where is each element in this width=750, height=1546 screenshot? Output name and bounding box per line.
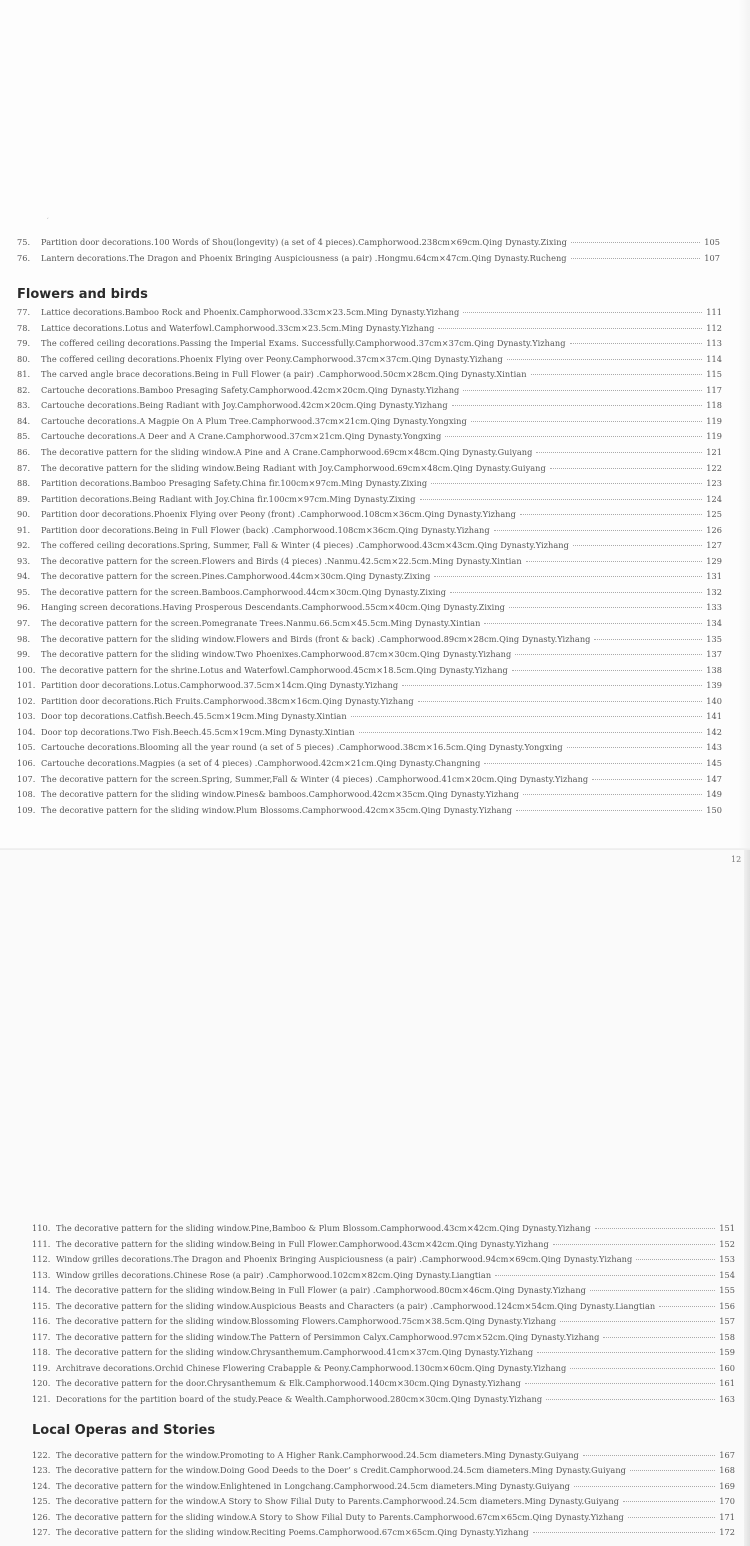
dot-leader [560,1321,715,1322]
entry-number: 81. [17,369,31,380]
entry-number: 120. [32,1378,51,1388]
entry-number: 107. [17,773,36,784]
entry-number: 119. [32,1362,51,1373]
entry-description: The decorative pattern for the sliding window.Being Radiant with Joy.Camphorwood.69cm×48cm.Qing Dynasty.Guiyang [41,462,546,473]
lower-page [0,850,750,1546]
entry-description: Lantern decorations.The Dragon and Phoenix Bringing Auspiciousness (a pair) .Hongmu.64cm×47cm.Qing Dynasty.Rucheng [41,252,567,263]
entry-description: The decorative pattern for the sliding window.Blossoming Flowers.Camphorwood.75cm×38.5cm.Qing Dynasty.Yizhang [56,1316,557,1326]
entry-page-number: 107 [704,252,720,263]
toc-entry [17,431,722,445]
entry-page-number: 143 [706,742,722,753]
entry-page-number: 159 [719,1347,735,1357]
entry-description: Cartouche decorations.A Deer and A Crane.Camphorwood.37cm×21cm.Qing Dynasty.Yongxing [41,431,442,442]
entry-description: Lattice decorations.Bamboo Rock and Phoenix.Camphorwood.33cm×23.5cm.Ming Dynasty.Yizhang [41,307,460,317]
toc-entry [17,463,722,477]
dot-leader [594,639,702,640]
section-title-flowers-and-birds: Flowers and birds [17,287,148,302]
dot-leader [590,1290,715,1291]
entry-number: 124. [32,1480,51,1491]
entry-description: Cartouche decorations.A Magpie On A Plum Tree.Camphorwood.37cm×21cm.Qing Dynasty.Yongxing [41,415,467,426]
entry-number: 111. [32,1238,51,1249]
dot-leader [636,1259,715,1260]
entry-number: 91. [17,524,31,535]
toc-entry [17,742,722,756]
dot-leader [546,1399,715,1400]
entry-page-number: 139 [706,680,722,691]
entry-description: The decorative pattern for the sliding window.Auspicious Beasts and Characters (a pair) .Camphorwood.124cm×54cm.Qing Dynasty.Liangtian [56,1300,656,1311]
toc-entry [17,680,722,694]
toc-entry [17,727,722,741]
entry-number: 84. [17,415,31,426]
entry-description: Window grilles decorations.Chinese Rose (a pair) .Camphorwood.102cm×82cm.Qing Dynasty.Liangtian [56,1269,492,1280]
toc-entry [17,571,722,585]
dot-leader [434,576,702,577]
entry-number: 103. [17,711,36,722]
dot-leader [509,607,702,608]
entry-number: 94. [17,571,31,582]
entry-page-number: 127 [706,540,722,551]
entry-number: 123. [32,1465,51,1476]
dot-leader [567,747,703,748]
entry-page-number: 157 [719,1316,735,1326]
toc-entry [17,237,720,251]
toc-entry [17,665,722,679]
entry-page-number: 163 [719,1393,735,1404]
dot-leader [570,1368,715,1369]
dot-leader [463,390,702,391]
toc-entry [17,649,722,663]
dot-leader [402,685,702,686]
toc-entry [17,385,722,399]
entry-description: The decorative pattern for the window.Enlightened in Longchang.Camphorwood.24.5cm diameters.Ming Dynasty.Guiyang [56,1480,570,1491]
entry-number: 97. [17,618,31,628]
entry-page-number: 117 [706,384,722,395]
toc-entry [17,478,722,492]
entry-page-number: 121 [706,446,722,457]
page-edge-shade [738,0,750,850]
section-title-local-operas-and-stories: Local Operas and Stories [32,1423,216,1438]
entry-description: Architrave decorations.Orchid Chinese Flowering Crabapple & Peony.Camphorwood.130cm×60cm.Qing Dynasty.Yizhang [56,1362,567,1373]
dot-leader [571,242,700,243]
entry-number: 116. [32,1316,51,1326]
dot-leader [438,328,702,329]
dot-leader [520,514,702,515]
toc-entry [17,587,722,601]
entry-page-number: 135 [706,633,722,644]
dot-leader [431,483,702,484]
dot-leader [659,1306,715,1307]
entry-page-number: 132 [706,586,722,597]
entry-page-number: 119 [706,415,722,426]
entry-number: 92. [17,540,31,551]
entry-page-number: 152 [719,1238,735,1249]
dot-leader [628,1517,715,1518]
toc-entry [17,618,722,632]
entry-description: The decorative pattern for the window.Doing Good Deeds to the Doer’ s Credit.Camphorwood.24.5cm diameters.Ming Dynasty.Guiyang [56,1465,626,1476]
toc-entry [17,369,722,383]
toc-entry [32,1347,735,1361]
entry-description: The decorative pattern for the screen.Spring, Summer,Fall & Winter (4 pieces) .Camphorwood.41cm×20cm.Qing Dynasty.Yizhang [41,773,589,784]
entry-number: 79. [17,338,31,349]
toc-entry [32,1363,735,1377]
toc-entry [17,416,722,430]
entry-description: The decorative pattern for the sliding window.A Pine and A Crane.Camphorwood.69cm×48cm.Qing Dynasty.Guiyang [41,446,533,457]
entry-page-number: 149 [706,789,722,800]
toc-entry [32,1512,735,1526]
entry-description: The decorative pattern for the sliding window.Pine,Bamboo & Plum Blossom.Camphorwood.43cm×42cm.Qing Dynasty.Yizhang [56,1223,591,1233]
entry-page-number: 131 [706,571,722,582]
toc-entry [32,1450,735,1464]
dot-leader [516,810,702,811]
entry-page-number: 119 [706,431,722,442]
entry-number: 101. [17,680,36,691]
entry-page-number: 140 [706,695,722,706]
entry-page-number: 171 [719,1511,735,1522]
entry-page-number: 111 [706,307,722,317]
dot-leader [495,1275,715,1276]
entry-number: 121. [32,1393,51,1404]
dot-leader [351,716,703,717]
toc-entry [32,1481,735,1495]
toc-entry [17,400,722,414]
toc-entry [32,1301,735,1315]
entry-page-number: 115 [706,369,722,380]
toc-entry [32,1223,735,1237]
toc-entry [32,1527,735,1541]
entry-number: 96. [17,602,31,613]
dot-leader [515,654,702,655]
entry-number: 115. [32,1300,51,1311]
entry-page-number: 150 [706,804,722,815]
toc-entry [17,774,722,788]
entry-description: Cartouche decorations.Being Radiant with Joy.Camphorwood.42cm×20cm.Qing Dynasty.Yizhang [41,400,448,411]
entry-page-number: 156 [719,1300,735,1311]
toc-entry [17,805,722,819]
entry-page-number: 169 [719,1480,735,1491]
entry-description: Cartouche decorations.Bamboo Presaging Safety.Camphorwood.42cm×20cm.Qing Dynasty.Yizhang [41,384,460,395]
entry-page-number: 137 [706,649,722,660]
entry-description: Partition door decorations.Phoenix Flying over Peony (front) .Camphorwood.108cm×36cm.Qing Dynasty.Yizhang [41,509,516,520]
entry-number: 122. [32,1450,51,1460]
entry-number: 112. [32,1254,51,1264]
entry-page-number: 142 [706,726,722,737]
entry-page-number: 126 [706,524,722,535]
entry-page-number: 168 [719,1465,735,1476]
dot-leader [359,732,703,733]
dot-leader [512,670,702,671]
entry-description: The decorative pattern for the window.Promoting to A Higher Rank.Camphorwood.24.5cm diameters.Ming Dynasty.Guiyang [56,1450,579,1460]
entry-page-number: 155 [719,1285,735,1295]
page-spine-shade [744,850,750,1546]
entry-description: The decorative pattern for the sliding window.Being in Full Flower (a pair) .Camphorwood.80cm×46cm.Qing Dynasty.Yizhang [56,1285,586,1295]
entry-description: Lattice decorations.Lotus and Waterfowl.Camphorwood.33cm×23.5cm.Ming Dynasty.Yizhang [41,322,435,333]
entry-description: The carved angle brace decorations.Being in Full Flower (a pair) .Camphorwood.50cm×28cm.Qing Dynasty.Xintian [41,369,527,380]
entry-page-number: 172 [719,1527,735,1537]
entry-page-number: 134 [706,618,722,628]
toc-entry [17,789,722,803]
entry-number: 126. [32,1511,51,1522]
toc-entry [17,556,722,570]
entry-page-number: 161 [719,1378,735,1388]
toc-entry [32,1496,735,1510]
entry-number: 89. [17,493,31,504]
entry-page-number: 124 [706,493,722,504]
entry-page-number: 113 [706,338,722,349]
toc-entry [17,253,720,267]
dot-leader [571,258,701,259]
entry-description: Door top decorations.Catfish.Beech.45.5cm×19cm.Ming Dynasty.Xintian [41,711,347,722]
entry-description: Partition decorations.Bamboo Presaging Safety.China fir.100cm×97cm.Ming Dynasty.Zixing [41,478,428,489]
entry-number: 106. [17,757,36,768]
entry-description: Door top decorations.Two Fish.Beech.45.5cm×19cm.Ming Dynasty.Xintian [41,726,355,737]
dot-leader [484,623,702,624]
dot-leader [533,1532,716,1533]
entry-page-number: 147 [706,773,722,784]
entry-description: Partition door decorations.100 Words of Shou(longevity) (a set of 4 pieces).Camphorwood.238cm×69cm.Qing Dynasty.Zixing [41,237,567,247]
toc-entry [32,1285,735,1299]
entry-page-number: 112 [706,322,722,333]
dot-leader [450,592,702,593]
toc-entry [32,1270,735,1284]
entry-page-number: 138 [706,664,722,675]
entry-description: Partition decorations.Being Radiant with Joy.China fir.100cm×97cm.Ming Dynasty.Zixing [41,493,416,504]
entry-description: Partition door decorations.Being in Full Flower (back) .Camphorwood.108cm×36cm.Qing Dynasty.Yizhang [41,524,490,535]
toc-entry [32,1254,735,1268]
dot-leader [623,1501,715,1502]
entry-description: The decorative pattern for the door.Chrysanthemum & Elk.Camphorwood.140cm×30cm.Qing Dynasty.Yizhang [56,1378,521,1388]
dot-leader [553,1244,715,1245]
entry-page-number: 129 [706,555,722,566]
entry-page-number: 154 [719,1269,735,1280]
entry-page-number: 141 [706,711,722,722]
entry-number: 75. [17,237,31,247]
entry-number: 95. [17,586,31,597]
entry-description: Hanging screen decorations.Having Prosperous Descendants.Camphorwood.55cm×40cm.Qing Dynasty.Zixing [41,602,505,613]
entry-description: The decorative pattern for the sliding window.Flowers and Birds (front & back) .Camphorwood.89cm×28cm.Qing Dynasty.Yizhang [41,633,591,644]
page-number: 12 [731,855,742,864]
toc-entry [17,634,722,648]
entry-page-number: 105 [704,237,720,247]
dot-leader [507,359,702,360]
dot-leader [595,1228,716,1229]
toc-entry [17,323,722,337]
entry-number: 83. [17,400,31,411]
toc-entry [17,307,722,321]
entry-description: The decorative pattern for the window.A Story to Show Filial Duty to Parents.Camphorwood.24.5cm diameters.Ming Dynasty.Guiyang [56,1496,619,1507]
entry-description: Partition door decorations.Lotus.Camphorwood.37.5cm×14cm.Qing Dynasty.Yizhang [41,680,399,691]
toc-entry [17,494,722,508]
dot-leader [452,405,703,406]
entry-description: The coffered ceiling decorations.Passing the Imperial Exams. Successfully.Camphorwood.37cm×37cm.Qing Dynasty.Yizhang [41,338,566,349]
entry-description: The decorative pattern for the screen.Flowers and Birds (4 pieces) .Nanmu.42.5cm×22.5cm.Ming Dynasty.Xintian [41,555,522,566]
entry-page-number: 167 [719,1450,735,1460]
entry-number: 90. [17,509,31,520]
toc-entry [17,354,722,368]
entry-description: The decorative pattern for the screen.Pines.Camphorwood.44cm×30cm.Qing Dynasty.Zixing [41,571,431,582]
dot-leader [445,436,702,437]
dot-leader [471,421,702,422]
entry-number: 77. [17,307,31,317]
dot-leader [531,374,703,375]
entry-number: 78. [17,322,31,333]
entry-number: 99. [17,649,31,660]
toc-entry [17,338,722,352]
entry-page-number: 151 [719,1223,735,1233]
entry-description: The decorative pattern for the sliding window.Pines& bamboos.Camphorwood.42cm×35cm.Qing Dynasty.Yizhang [41,789,520,800]
entry-description: The decorative pattern for the screen.Bamboos.Camphorwood.44cm×30cm.Qing Dynasty.Zixing [41,586,447,597]
dot-leader [592,779,702,780]
toc-entry [17,540,722,554]
toc-entry [32,1394,735,1408]
toc-entry [17,447,722,461]
toc-entry [32,1316,735,1330]
dot-leader [494,530,703,531]
dot-leader [420,499,703,500]
dot-leader [484,763,702,764]
entry-number: 82. [17,384,31,395]
dot-leader [525,1383,715,1384]
dot-leader [536,452,702,453]
entry-description: The decorative pattern for the screen.Pomegranate Trees.Nanmu.66.5cm×45.5cm.Ming Dynasty.Xintian [41,618,481,628]
dot-leader [574,1486,715,1487]
entry-description: The decorative pattern for the shrine.Lotus and Waterfowl.Camphorwood.45cm×18.5cm.Qing Dynasty.Yizhang [41,664,508,675]
entry-number: 76. [17,252,31,263]
entry-number: 109. [17,804,36,815]
dot-leader [537,1352,715,1353]
toc-entry [32,1332,735,1346]
entry-number: 87. [17,462,31,473]
dot-leader [463,312,702,313]
entry-page-number: 170 [719,1496,735,1507]
entry-number: 98. [17,633,31,644]
entry-description: The decorative pattern for the sliding window.Being in Full Flower.Camphorwood.43cm×42cm.Qing Dynasty.Yizhang [56,1238,549,1249]
entry-page-number: 114 [706,353,722,364]
entry-description: Partition door decorations.Rich Fruits.Camphorwood.38cm×16cm.Qing Dynasty.Yizhang [41,695,414,706]
entry-number: 102. [17,695,36,706]
entry-page-number: 153 [719,1254,735,1264]
toc-entry [17,758,722,772]
dot-leader [603,1337,715,1338]
entry-number: 86. [17,446,31,457]
entry-description: Window grilles decorations.The Dragon and Phoenix Bringing Auspiciousness (a pair) .Camphorwood.94cm×69cm.Qing Dynasty.Yizhang [56,1254,633,1264]
toc-entry [17,696,722,710]
entry-description: The decorative pattern for the sliding window.Two Phoenixes.Camphorwood.87cm×30cm.Qing Dynasty.Yizhang [41,649,512,660]
entry-page-number: 125 [706,509,722,520]
dot-leader [526,561,703,562]
stray-mark: ´ [46,218,49,225]
entry-number: 85. [17,431,31,442]
toc-entry [32,1378,735,1392]
entry-number: 88. [17,478,31,489]
dot-leader [523,794,702,795]
entry-number: 104. [17,726,36,737]
entry-page-number: 158 [719,1331,735,1342]
entry-number: 108. [17,789,36,800]
entry-description: The coffered ceiling decorations.Spring, Summer, Fall & Winter (4 pieces) .Camphorwood.43cm×43cm.Qing Dynasty.Yizhang [41,540,569,551]
entry-number: 105. [17,742,36,753]
dot-leader [583,1455,715,1456]
entry-description: The coffered ceiling decorations.Phoenix Flying over Peony.Camphorwood.37cm×37cm.Qing Dynasty.Yizhang [41,353,503,364]
entry-description: Cartouche decorations.Blooming all the year round (a set of 5 pieces) .Camphorwood.38cm×16.5cm.Qing Dynasty.Yongxing [41,742,563,753]
entry-number: 127. [32,1527,51,1537]
entry-number: 117. [32,1331,51,1342]
entry-page-number: 123 [706,478,722,489]
entry-page-number: 122 [706,462,722,473]
toc-entry [17,711,722,725]
toc-entry [17,602,722,616]
entry-description: Decorations for the partition board of the study.Peace & Wealth.Camphorwood.280cm×30cm.Qing Dynasty.Yizhang [56,1393,543,1404]
entry-number: 125. [32,1496,51,1507]
entry-number: 110. [32,1223,51,1233]
entry-description: The decorative pattern for the sliding window.The Pattern of Persimmon Calyx.Camphorwood.97cm×52cm.Qing Dynasty.Yizhang [56,1331,600,1342]
entry-page-number: 160 [719,1362,735,1373]
toc-entry [32,1465,735,1479]
entry-description: The decorative pattern for the sliding window.A Story to Show Filial Duty to Parents.Camphorwood.67cm×65cm.Qing Dynasty.Yizhang [56,1511,624,1522]
entry-number: 80. [17,353,31,364]
dot-leader [570,343,703,344]
entry-description: The decorative pattern for the sliding window.Chrysanthemum.Camphorwood.41cm×37cm.Qing Dynasty.Yizhang [56,1347,534,1357]
dot-leader [630,1470,715,1471]
dot-leader [550,468,702,469]
entry-number: 113. [32,1269,51,1280]
entry-number: 93. [17,555,31,566]
dot-leader [418,701,703,702]
entry-page-number: 145 [706,757,722,768]
toc-entry [17,525,722,539]
entry-description: The decorative pattern for the sliding window.Plum Blossoms.Camphorwood.42cm×35cm.Qing Dynasty.Yizhang [41,804,513,815]
toc-entry [32,1239,735,1253]
toc-entry [17,509,722,523]
entry-number: 100. [17,664,36,675]
entry-description: Cartouche decorations.Magpies (a set of 4 pieces) .Camphorwood.42cm×21cm.Qing Dynasty.Changning [41,757,481,768]
entry-number: 114. [32,1285,51,1295]
entry-description: The decorative pattern for the sliding window.Reciting Poems.Camphorwood.67cm×65cm.Qing Dynasty.Yizhang [56,1527,529,1537]
entry-page-number: 118 [706,400,722,411]
entry-number: 118. [32,1347,51,1357]
dot-leader [573,545,702,546]
entry-page-number: 133 [706,602,722,613]
